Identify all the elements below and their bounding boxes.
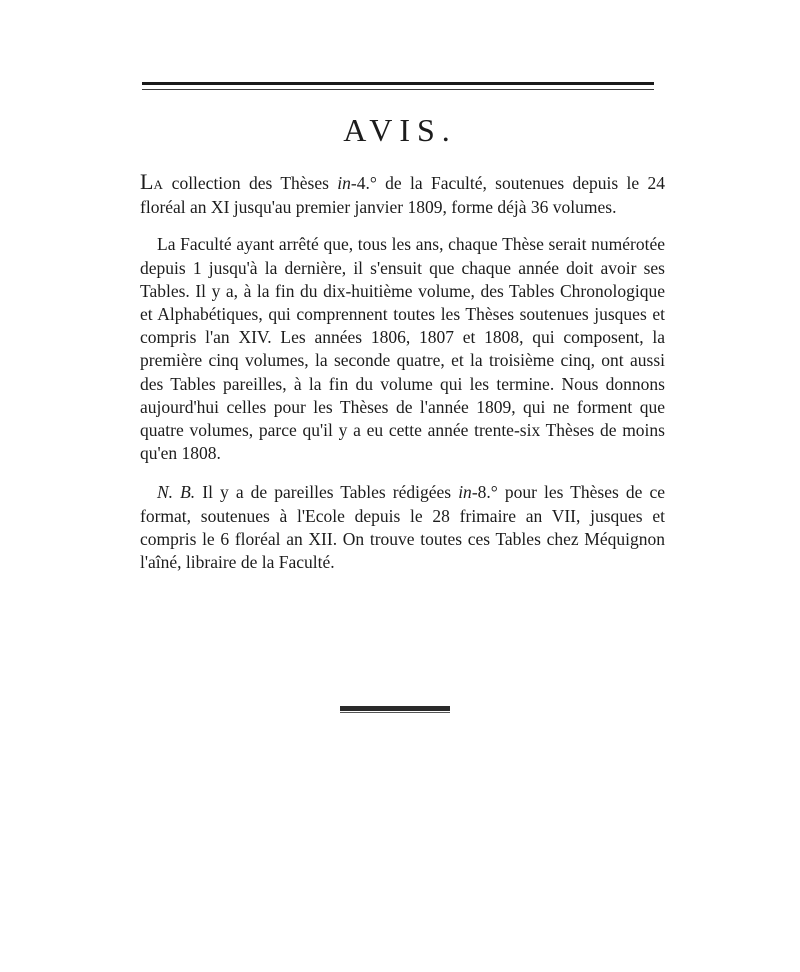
paragraph-3-italic: in xyxy=(458,482,472,503)
top-rule-thin-line xyxy=(142,89,654,90)
paragraph-1-smallcap: A xyxy=(153,177,164,192)
paragraph-1 xyxy=(140,170,665,219)
paragraph-3-text-a: Il y a de pareilles Tables rédigées xyxy=(195,482,459,503)
top-rule-thick-line xyxy=(142,82,654,85)
body-text xyxy=(140,170,665,574)
paragraph-3 xyxy=(140,481,665,574)
paragraph-1-text-b: -4.° de la Faculté, soutenues depuis le 24 floréal an XI jusqu'au premier janvier 1809, forme déjà 36 volumes. xyxy=(140,173,665,218)
paragraph-3-text-b: -8.° pour les Thèses de ce format, soutenues à l'Ecole depuis le 28 frimaire an VII, jusques et compris le 6 floréal an XII. On trouve toutes ces Tables chez Méquignon l'aîné, libraire de la Faculté. xyxy=(140,482,665,573)
paragraph-1-initial: L xyxy=(140,169,154,194)
page-title: AVIS. xyxy=(343,112,457,148)
paragraph-1-italic: in xyxy=(337,173,351,193)
nota-bene-label: N. B. xyxy=(157,482,196,503)
bottom-ornament-rule xyxy=(340,706,450,711)
paragraph-1-text-a: collection des Thèses xyxy=(163,173,338,193)
paragraph-2: La Faculté ayant arrêté que, tous les ans, chaque Thèse serait numérotée depuis 1 jusqu'à la dernière, il s'ensuit que chaque année doit avoir ses Tables. Il y a, à la fin du dix-huitième volume, des Tables Chronologique et Alphabétiques, qui comprennent toutes les Thèses soutenues jusques et compris l'an XIV. Les années 1806, 1807 et 1808, qui composent, la première cinq volumes, la seconde quatre, et la troisième cinq, ont aussi des Tables pareilles, à la fin du volume qui les termine. Nous donnons aujourd'hui celles pour les Thèses de l'année 1809, qui ne forment que quatre volumes, parce qu'il y a eu cette année trente-six Thèses de moins qu'en 1808. xyxy=(140,234,665,464)
top-double-rule xyxy=(142,80,654,94)
